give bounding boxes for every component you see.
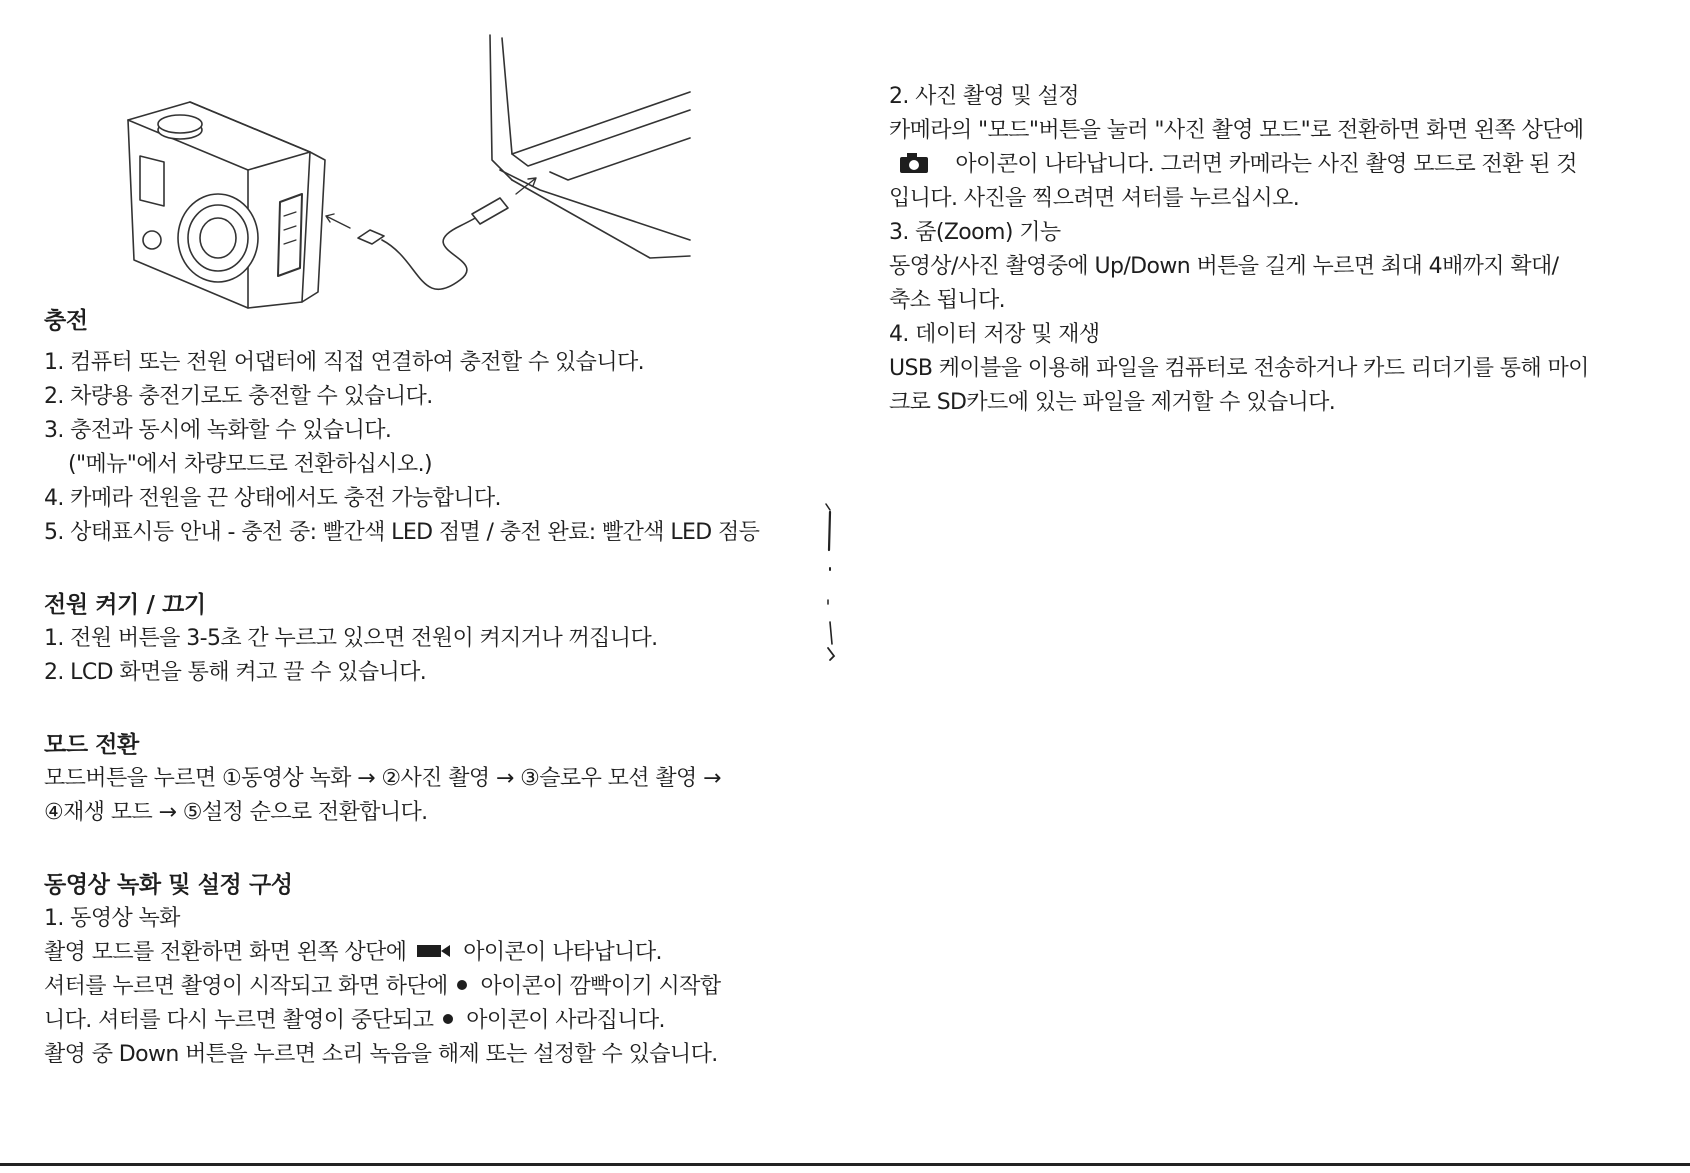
charging-item-5: 5. 상태표시등 안내 - 충전 중: 빨간색 LED 점멸 / 충전 완료: 빨간색 LED 점등 (44, 520, 760, 545)
storage-line-1: USB 케이블을 이용해 파일을 컴퓨터로 전송하거나 카드 리더기를 통해 마이 (889, 356, 1589, 381)
zoom-line-2: 축소 됩니다. (889, 288, 1006, 313)
record-dot-icon (442, 1013, 454, 1025)
charging-item-3: 3. 충전과 동시에 녹화할 수 있습니다. (44, 418, 392, 443)
camera-laptop-charging-illustration (120, 30, 760, 330)
left-column (44, 304, 784, 1072)
video-line-3-start: 니다. 셔터를 다시 누르면 촬영이 중단되고 (44, 1008, 434, 1033)
video-line-1-end: 아이콘이 나타납니다. (463, 940, 662, 965)
charging-item-4: 4. 카메라 전원을 끈 상태에서도 충전 가능합니다. (44, 486, 501, 511)
power-heading: 전원 켜기 / 끄기 (44, 592, 206, 618)
storage-heading: 4. 데이터 저장 및 재생 (889, 322, 1100, 347)
storage-line-2: 크로 SD카드에 있는 파일을 제거할 수 있습니다. (889, 390, 1336, 415)
video-line-2-start: 셔터를 누르면 촬영이 시작되고 화면 하단에 (44, 974, 448, 999)
video-line-2 (44, 970, 784, 1004)
video-line-3-end: 아이콘이 사라집니다. (466, 1008, 665, 1033)
photo-line-3: 입니다. 사진을 찍으려면 셔터를 누르십시오. (889, 186, 1300, 211)
photo-line-2 (889, 148, 1609, 182)
zoom-heading: 3. 줌(Zoom) 기능 (889, 220, 1061, 245)
zoom-line-1: 동영상/사진 촬영중에 Up/Down 버튼을 길게 누르면 최대 4배까지 확대/ (889, 254, 1559, 279)
video-line-2-end: 아이콘이 깜빡이기 시작합 (480, 974, 721, 999)
power-item-2: 2. LCD 화면을 통해 켜고 끌 수 있습니다. (44, 660, 427, 685)
charging-item-3-note: ("메뉴"에서 차량모드로 전환하십시오.) (68, 452, 432, 477)
bottom-rule (0, 1163, 1690, 1166)
scan-gutter-marks (820, 490, 840, 670)
video-line-4: 촬영 중 Down 버튼을 누르면 소리 녹음을 해제 또는 설정할 수 있습니다. (44, 1042, 718, 1067)
mode-line-2: ④재생 모드 → ⑤설정 순으로 전환합니다. (44, 800, 428, 825)
video-subheading: 1. 동영상 녹화 (44, 906, 180, 931)
record-dot-icon (456, 979, 468, 991)
video-line-3 (44, 1004, 784, 1038)
video-heading: 동영상 녹화 및 설정 구성 (44, 872, 293, 898)
photo-line-1: 카메라의 "모드"버튼을 눌러 "사진 촬영 모드"로 전환하면 화면 왼쪽 상단에 (889, 118, 1584, 143)
mode-heading: 모드 전환 (44, 732, 139, 758)
video-camera-icon (417, 943, 451, 959)
charging-item-1: 1. 컴퓨터 또는 전원 어댑터에 직접 연결하여 충전할 수 있습니다. (44, 350, 645, 375)
power-item-1: 1. 전원 버튼을 3-5초 간 누르고 있으면 전원이 켜지거나 꺼집니다. (44, 626, 658, 651)
video-line-1 (44, 936, 784, 970)
photo-camera-icon (899, 152, 929, 174)
charging-item-2: 2. 차량용 충전기로도 충전할 수 있습니다. (44, 384, 433, 409)
charging-heading: 충전 (44, 308, 88, 334)
video-line-1-start: 촬영 모드를 전환하면 화면 왼쪽 상단에 (44, 940, 407, 965)
mode-line-1: 모드버튼을 누르면 ①동영상 녹화 → ②사진 촬영 → ③슬로우 모션 촬영 → (44, 766, 721, 791)
photo-heading: 2. 사진 촬영 및 설정 (889, 84, 1079, 109)
right-column (889, 80, 1609, 420)
photo-line-2-text: 아이콘이 나타납니다. 그러면 카메라는 사진 촬영 모드로 전환 된 것 (955, 152, 1577, 177)
